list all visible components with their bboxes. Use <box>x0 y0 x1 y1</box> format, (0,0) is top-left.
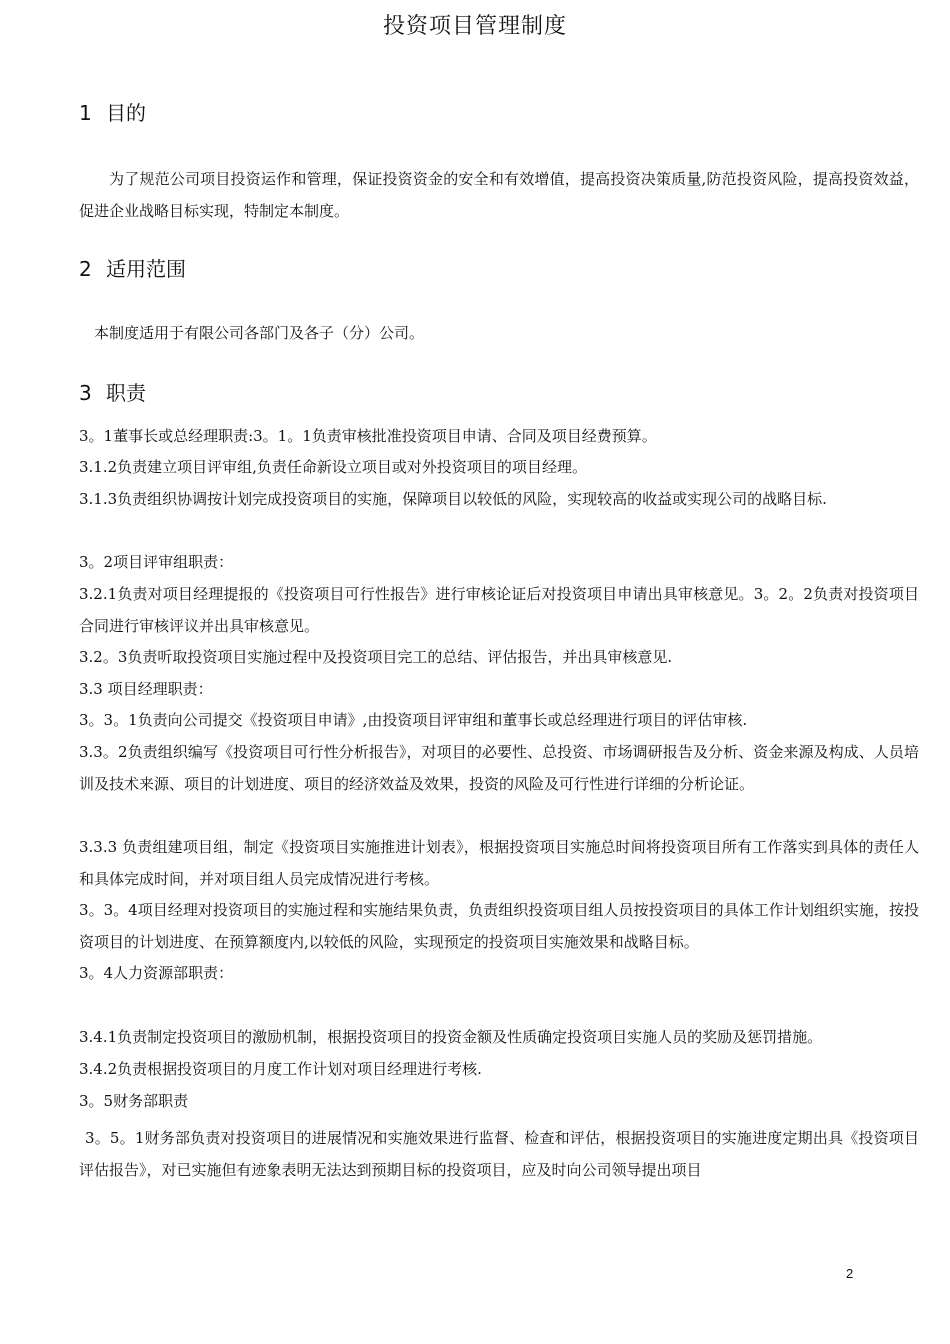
section-heading-scope <box>79 256 186 282</box>
duty-paragraph: 3。3。1负责向公司提交《投资项目申请》,由投资项目评审组和董事长或总经理进行项目的评估审核. <box>79 711 748 729</box>
duty-paragraph: 3.3 项目经理职责： <box>79 680 213 698</box>
section-heading-duties <box>79 380 146 406</box>
duty-paragraph: 3.4.1负责制定投资项目的激励机制，根据投资项目的投资金额及性质确定投资项目实施人员的奖励及惩罚措施。 <box>79 1028 823 1046</box>
duty-paragraph: 3.3。2负责组织编写《投资项目可行性分析报告》，对项目的必要性、总投资、市场调研报告及分析、资金来源及构成、人员培训及技术来源、项目的计划进度、项目的经济效益及效果，投资的风险及可行性进行详细的分析论证。 <box>79 743 919 793</box>
section-number: 1 <box>79 101 92 125</box>
section-number: 3 <box>79 381 92 405</box>
section-title: 适用范围 <box>106 257 186 281</box>
page-number: 2 <box>846 1266 854 1281</box>
duty-paragraph: 3。2项目评审组职责： <box>79 553 234 571</box>
duty-paragraph: 3。1董事长或总经理职责:3。1。1负责审核批准投资项目申请、合同及项目经费预算。 <box>79 427 657 445</box>
duty-paragraph: 3.4.2负责根据投资项目的月度工作计划对项目经理进行考核. <box>79 1060 482 1078</box>
section-heading-purpose <box>79 100 146 126</box>
duty-paragraph: 3.2.1负责对项目经理提报的《投资项目可行性报告》进行审核论证后对投资项目申请出具审核意见。3。2。2负责对投资项目合同进行审核评议并出具审核意见。 <box>79 585 919 635</box>
duty-paragraph: 3.1.3负责组织协调按计划完成投资项目的实施，保障项目以较低的风险，实现较高的收益或实现公司的战略目标. <box>79 490 827 508</box>
duty-paragraph: 3。5。1财务部负责对投资项目的进展情况和实施效果进行监督、检查和评估，根据投资项目的实施进度定期出具《投资项目评估报告》，对已实施但有迹象表明无法达到预期目标的投资项目，应及时向公司领导提出项目 <box>79 1129 919 1179</box>
document-title: 投资项目管理制度 <box>382 14 567 39</box>
duty-paragraph: 3.3.3 负责组建项目组，制定《投资项目实施推进计划表》，根据投资项目实施总时间将投资项目所有工作落实到具体的责任人和具体完成时间，并对项目组人员完成情况进行考核。 <box>79 838 919 888</box>
purpose-paragraph: 为了规范公司项目投资运作和管理，保证投资资金的安全和有效增值，提高投资决策质量,防范投资风险，提高投资效益，促进企业战略目标实现，特制定本制度。 <box>79 170 919 220</box>
scope-paragraph: 本制度适用于有限公司各部门及各子（分）公司。 <box>94 324 425 342</box>
duty-paragraph: 3.1.2负责建立项目评审组,负责任命新设立项目或对外投资项目的项目经理。 <box>79 458 587 476</box>
section-number: 2 <box>79 257 92 281</box>
duty-paragraph: 3。5财务部职责 <box>79 1092 189 1110</box>
duty-paragraph: 3。4人力资源部职责： <box>79 964 234 982</box>
section-title: 目的 <box>106 101 146 125</box>
duty-paragraph: 3.2。3负责听取投资项目实施过程中及投资项目完工的总结、评估报告，并出具审核意见. <box>79 648 673 666</box>
duty-paragraph: 3。3。4项目经理对投资项目的实施过程和实施结果负责，负责组织投资项目组人员按投资项目的具体工作计划组织实施，按投资项目的计划进度、在预算额度内,以较低的风险，实现预定的投资项目实施效果和战略目标。 <box>79 901 919 951</box>
section-title: 职责 <box>106 381 146 405</box>
